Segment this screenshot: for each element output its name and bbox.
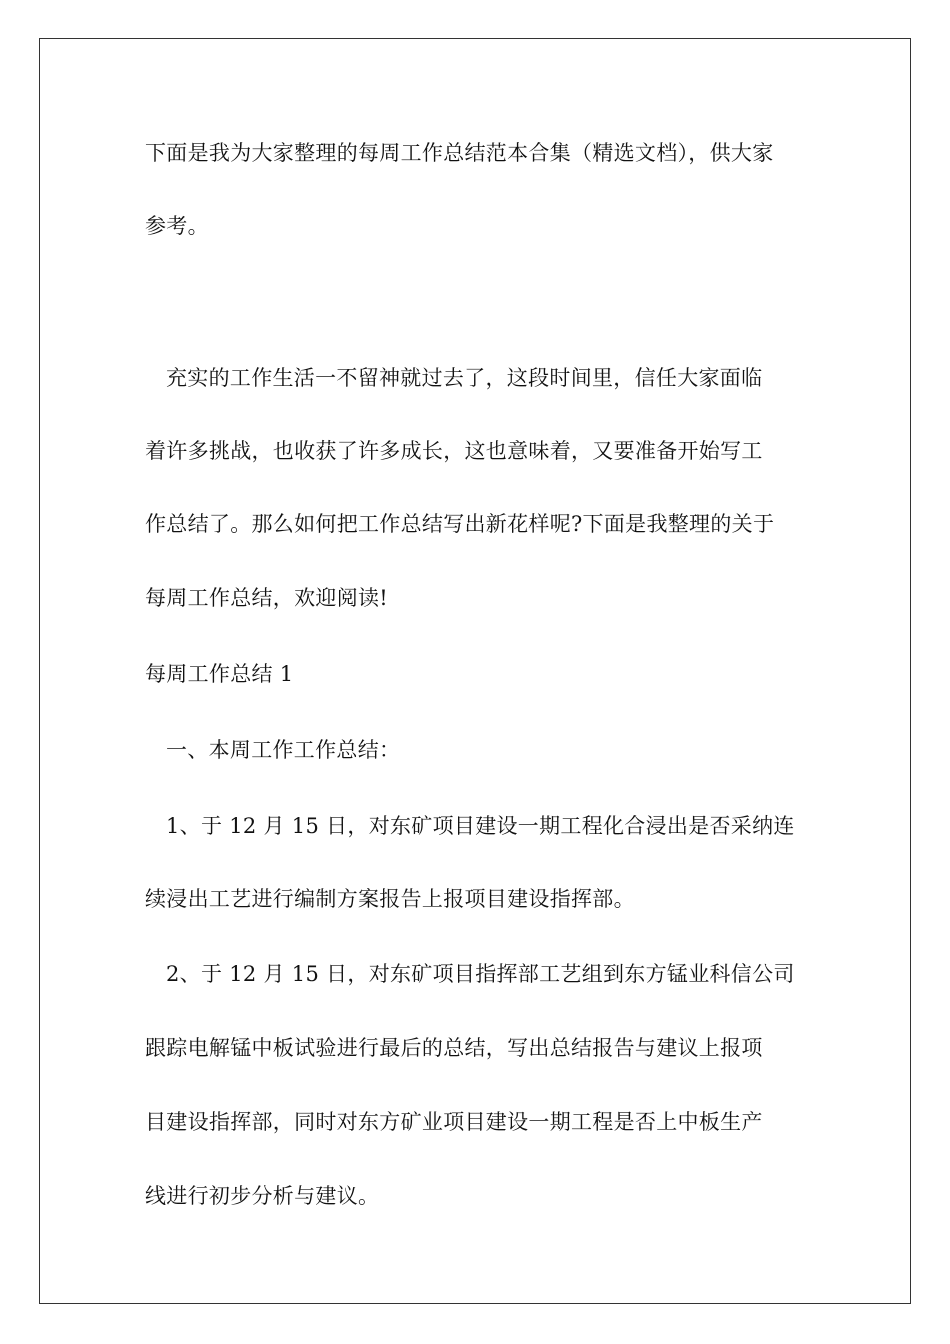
intro-line-1: 下面是我为大家整理的每周工作总结范本合集（精选文档），供大家 [145, 141, 774, 165]
item-1-line-2: 续浸出工艺进行编制方案报告上报项目建设指挥部。 [145, 887, 635, 911]
item-2-line-2: 跟踪电解锰中板试验进行最后的总结，写出总结报告与建议上报项 [145, 1036, 763, 1060]
paragraph-line-2: 着许多挑战，也收获了许多成长，这也意味着，又要准备开始写工 [145, 439, 763, 463]
item-2-line-3: 目建设指挥部，同时对东方矿业项目建设一期工程是否上中板生产 [145, 1110, 763, 1134]
item-2-line-1: 2、于 12 月 15 日，对东矿项目指挥部工艺组到东方锰业科信公司 [166, 962, 795, 986]
paragraph-line-4: 每周工作总结，欢迎阅读! [145, 586, 389, 610]
subheading: 一、本周工作工作总结： [166, 738, 401, 762]
section-heading: 每周工作总结 1 [145, 662, 294, 686]
intro-line-2: 参考。 [145, 214, 209, 238]
paragraph-line-3: 作总结了。那么如何把工作总结写出新花样呢?下面是我整理的关于 [145, 512, 775, 536]
item-1-line-1: 1、于 12 月 15 日，对东矿项目建设一期工程化合浸出是否采纳连 [166, 814, 795, 838]
item-2-line-4: 线进行初步分析与建议。 [145, 1184, 380, 1208]
paragraph-line-1: 充实的工作生活一不留神就过去了，这段时间里，信任大家面临 [166, 366, 763, 390]
